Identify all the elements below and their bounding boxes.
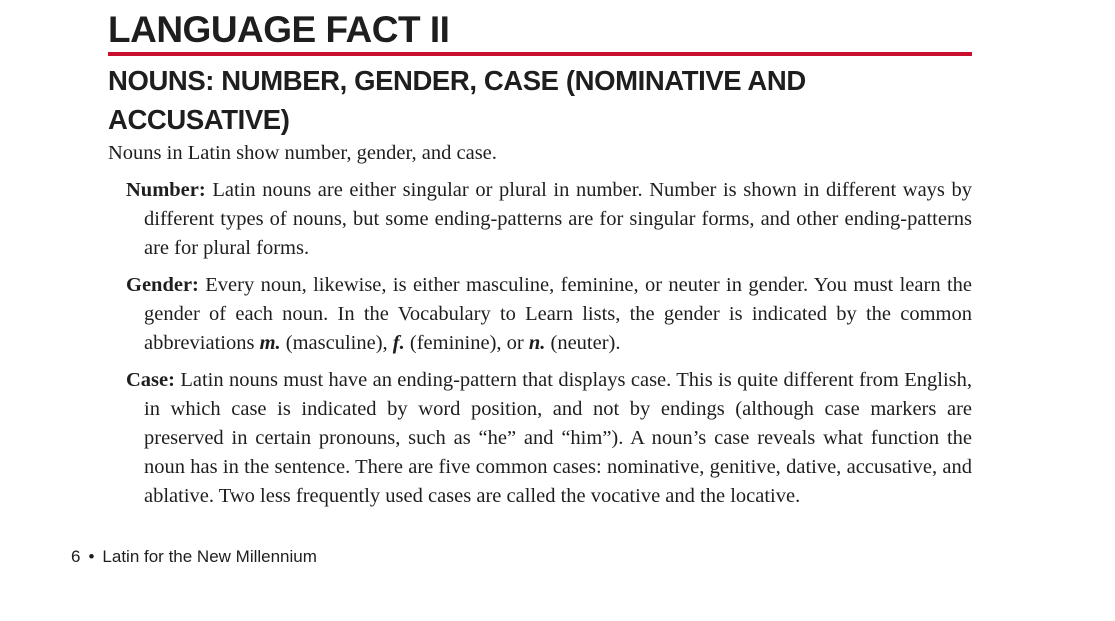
- term-gender: Gender:: [126, 274, 199, 296]
- definition-number: [108, 176, 972, 263]
- definition-case-text: Latin nouns must have an ending-pattern that displays case. This is quite different from English, in which case is indicated by word position, and not by endings (although case markers are preserved in certain pronouns, such as “he” and “him”). A noun’s case reveals what function the noun has in the sentence. There are five common cases: nominative, genitive, dative, accusative, and ablative. Two less frequently used cases are called the vocative and the locative.: [144, 369, 972, 507]
- abbr-masculine: m.: [259, 332, 281, 354]
- title-rule-divider: [108, 52, 972, 56]
- label-masculine: (masculine),: [285, 332, 388, 354]
- page-footer: [71, 546, 317, 568]
- definition-case: [108, 366, 972, 511]
- footer-separator: •: [88, 547, 95, 566]
- label-neuter: (neuter).: [550, 332, 621, 354]
- abbr-feminine: f.: [392, 332, 405, 354]
- definition-gender-text: Every noun, likewise, is either masculine, feminine, or neuter in gender. You must learn the gender of each noun. In the Vocabulary to Learn lists, the gender is indicated by the common abbreviations: [144, 274, 973, 354]
- label-feminine: (feminine), or: [409, 332, 524, 354]
- definition-list: [108, 176, 972, 511]
- section-subtitle: NOUNS: NUMBER, GENDER, CASE (NOMINATIVE AND ACCUSATIVE): [108, 65, 806, 135]
- book-title: Latin for the New Millennium: [102, 547, 317, 566]
- abbr-neuter: n.: [528, 332, 546, 354]
- definition-number-text: Latin nouns are either singular or plural in number. Number is shown in different ways by different types of nouns, but some ending-patterns are for singular forms, and other ending-patterns are for plural forms.: [144, 179, 972, 259]
- page-number: 6: [71, 547, 81, 566]
- term-number: Number:: [126, 179, 206, 201]
- intro-paragraph: Nouns in Latin show number, gender, and case.: [108, 142, 497, 164]
- page-content: [108, 0, 972, 519]
- page-title: LANGUAGE FACT II: [108, 9, 450, 50]
- term-case: Case:: [126, 369, 175, 391]
- definition-gender: [108, 271, 972, 358]
